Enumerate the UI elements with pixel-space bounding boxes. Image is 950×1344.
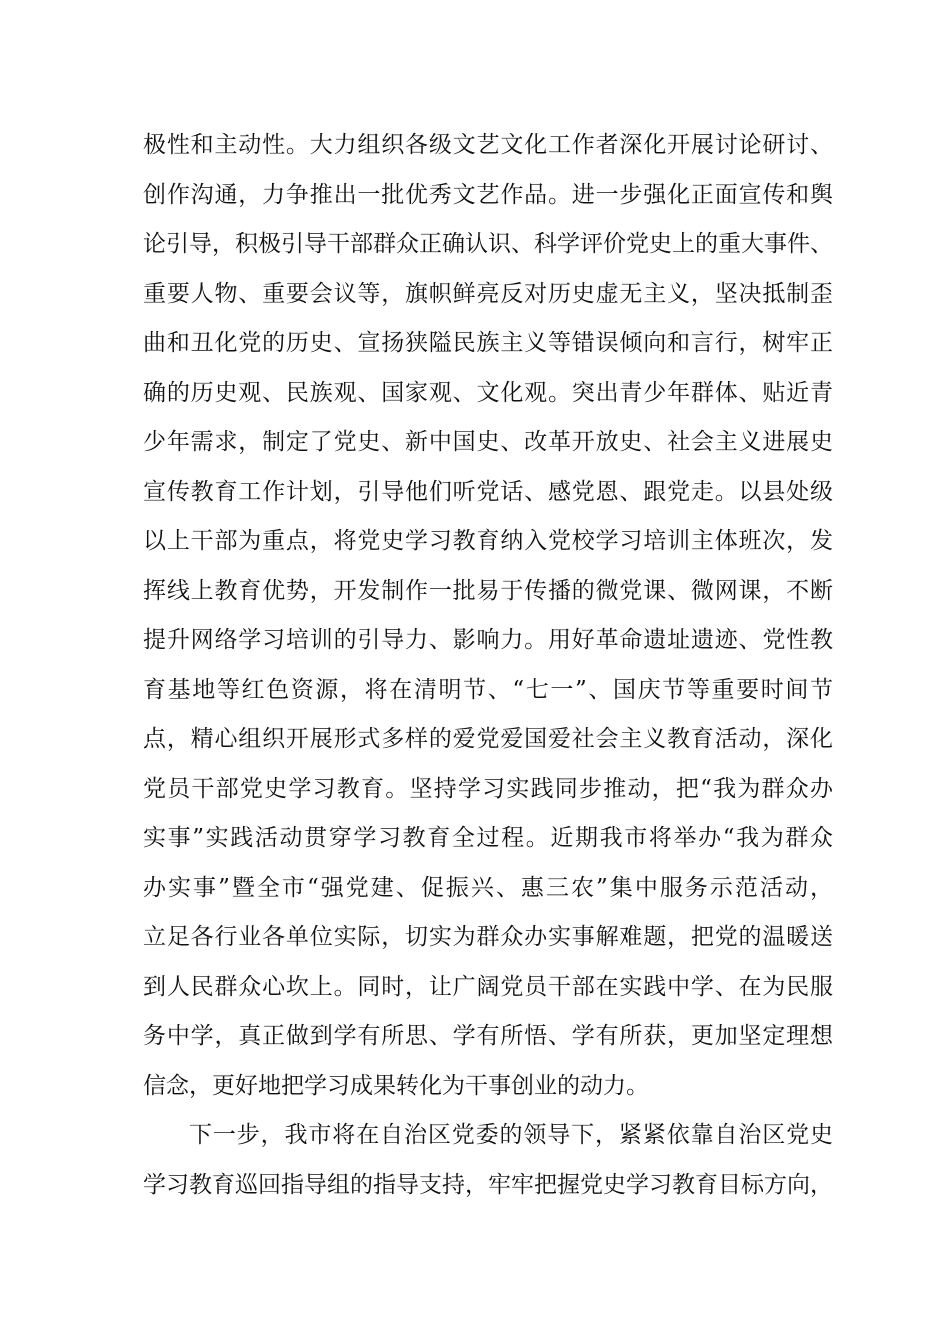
- text-line: 育基地等红色资源，将在清明节、“七一”、国庆节等重要时间节: [143, 676, 833, 703]
- text-line: 务中学，真正做到学有所思、学有所悟、学有所获，更加坚定理想: [143, 1023, 833, 1049]
- text-line: 立足各行业各单位实际，切实为群众办实事解难题，把党的温暖送: [143, 924, 833, 950]
- text-line: 点，精心组织开展形式多样的爱党爱国爱社会主义教育活动，深化: [143, 726, 833, 752]
- text-line: 到人民群众心坎上。同时，让广阔党员干部在实践中学、在为民服: [143, 973, 833, 1000]
- body-text: [143, 121, 833, 1210]
- text-line: 曲和丑化党的历史、宣扬狭隘民族主义等错误倾向和言行，树牢正: [143, 330, 833, 356]
- text-line: 极性和主动性。大力组织各级文艺文化工作者深化开展讨论研讨、: [143, 132, 833, 158]
- text-line: 论引导，积极引导干部群众正确认识、科学评价党史上的重大事件、: [143, 231, 833, 257]
- text-line: 学习教育巡回指导组的指导支持，牢牢把握党史学习教育目标方向，: [143, 1171, 833, 1198]
- text-line: 提升网络学习培训的引导力、影响力。用好革命遗址遗迹、党性教: [143, 627, 833, 653]
- text-line: 少年需求，制定了党史、新中国史、改革开放史、社会主义进展史: [143, 429, 833, 455]
- text-line: 办实事”暨全市“强党建、促振兴、惠三农”集中服务示范活动，: [143, 874, 833, 901]
- text-line: 挥线上教育优势，开发制作一批易于传播的微党课、微网课，不断: [143, 577, 833, 604]
- paragraph-end-line: 信念，更好地把学习成果转化为干事创业的动力。: [143, 1072, 649, 1099]
- text-line: 以上干部为重点，将党史学习教育纳入党校学习培训主体班次，发: [143, 528, 833, 554]
- text-line: 创作沟通，力争推出一批优秀文艺作品。进一步强化正面宣传和舆: [143, 181, 833, 208]
- text-line: 党员干部党史学习教育。坚持学习实践同步推动，把“我为群众办: [143, 775, 833, 802]
- text-line: 重要人物、重要会议等，旗帜鲜亮反对历史虚无主义，坚决抵制歪: [143, 280, 833, 307]
- text-line: 确的历史观、民族观、国家观、文化观。突出青少年群体、贴近青: [143, 379, 833, 406]
- text-line: 宣传教育工作计划，引导他们听党话、感党恩、跟党走。以县处级: [143, 478, 833, 505]
- text-line: 实事”实践活动贯穿学习教育全过程。近期我市将举办“我为群众: [143, 825, 833, 851]
- paragraph-start-line: 下一步，我市将在自治区党委的领导下，紧紧依靠自治区党史: [189, 1122, 833, 1148]
